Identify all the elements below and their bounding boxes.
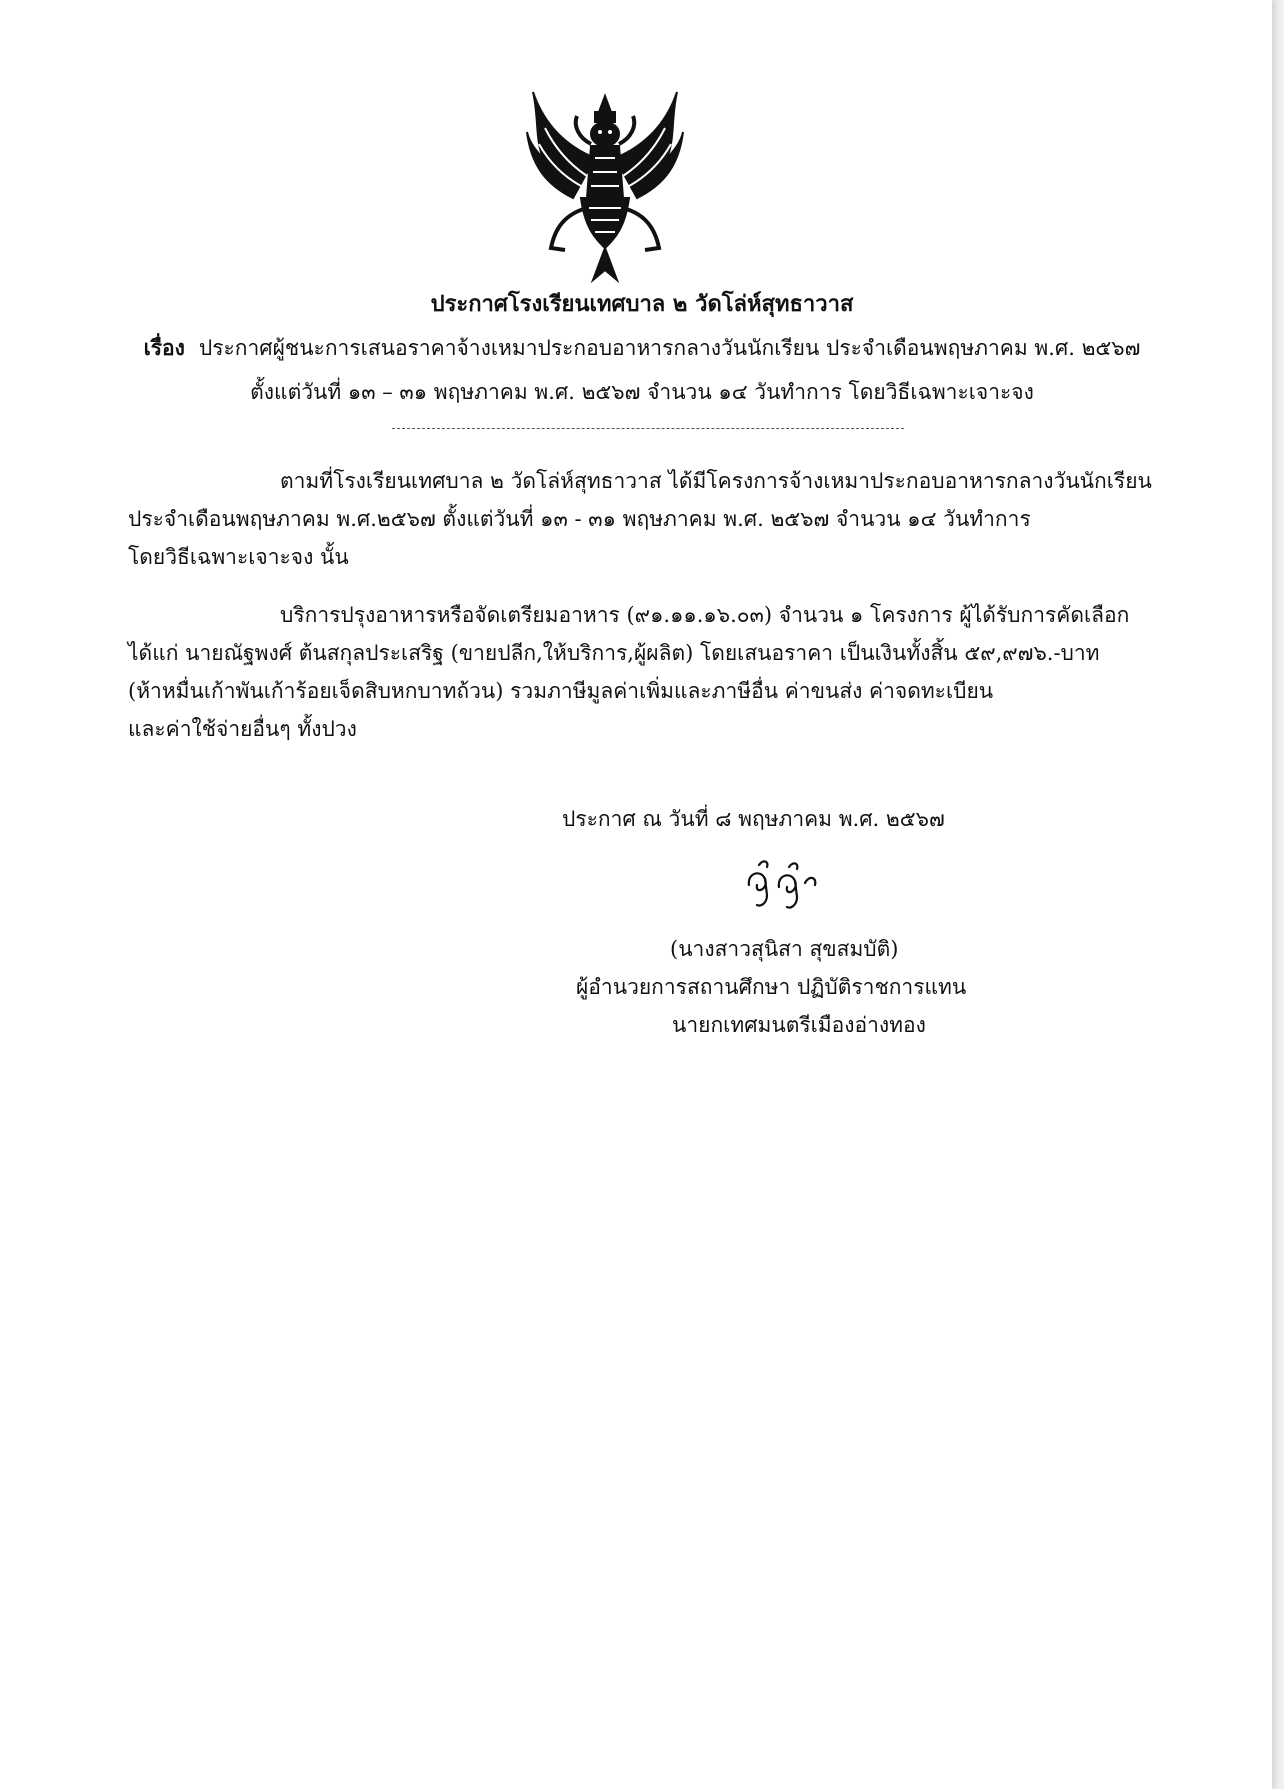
signer-title-2: นายกเทศมนตรีเมืองอ่างทอง: [672, 1013, 926, 1037]
paragraph2-line4: และค่าใช้จ่ายอื่นๆ ทั้งปวง: [128, 717, 357, 741]
paragraph1-line3: โดยวิธีเฉพาะเจาะจง นั้น: [128, 545, 349, 569]
signer-title: ผู้อำนวยการสถานศึกษา ปฏิบัติราชการแทน: [576, 975, 967, 999]
subject-text: ประกาศผู้ชนะการเสนอราคาจ้างเหมาประกอบอาหารกลางวันนักเรียน ประจำเดือนพฤษภาคม พ.ศ. ๒๕๖๗: [198, 336, 1141, 360]
paragraph2-line2: ได้แก่ นายณัฐพงศ์ ต้นสกุลประเสริฐ (ขายปลีก,ให้บริการ,ผู้ผลิต) โดยเสนอราคา เป็นเงินทั้งสิ้น ๕๙,๙๗๖.-บาท: [128, 641, 1100, 665]
separator-line: [392, 428, 904, 429]
paragraph2-line1: บริการปรุงอาหารหรือจัดเตรียมอาหาร (๙๑.๑๑.๑๖.๐๓) จำนวน ๑ โครงการ ผู้ได้รับการคัดเลือก: [280, 603, 1130, 627]
paragraph2-line3: (ห้าหมื่นเก้าพันเก้าร้อยเจ็ดสิบหกบาทถ้วน) รวมภาษีมูลค่าเพิ่มและภาษีอื่น ค่าขนส่ง ค่าจดทะเบียน: [128, 679, 994, 703]
signer-name: (นางสาวสุนิสา สุขสมบัติ): [670, 937, 899, 961]
paragraph1-line2: ประจำเดือนพฤษภาคม พ.ศ.๒๕๖๗ ตั้งแต่วันที่ ๑๓ - ๓๑ พฤษภาคม พ.ศ. ๒๕๖๗ จำนวน ๑๔ วันทำการ: [128, 507, 1031, 531]
subject-line: [0, 334, 1284, 362]
announcement-title: ประกาศโรงเรียนเทศบาล ๒ วัดโล่ห์สุทธาวาส: [430, 291, 854, 317]
subject-line-2: ตั้งแต่วันที่ ๑๓ – ๓๑ พฤษภาคม พ.ศ. ๒๕๖๗ จำนวน ๑๔ วันทำการ โดยวิธีเฉพาะเจาะจง: [250, 380, 1034, 404]
garuda-emblem-icon: [525, 88, 685, 284]
paragraph1-line1: ตามที่โรงเรียนเทศบาล ๒ วัดโล่ห์สุทธาวาส ได้มีโครงการจ้างเหมาประกอบอาหารกลางวันนักเรียน: [280, 469, 1152, 493]
announcement-date: ประกาศ ณ วันที่ ๘ พฤษภาคม พ.ศ. ๒๕๖๗: [562, 807, 945, 831]
subject-label: เรื่อง: [143, 335, 185, 360]
handwritten-signature: [743, 855, 823, 915]
